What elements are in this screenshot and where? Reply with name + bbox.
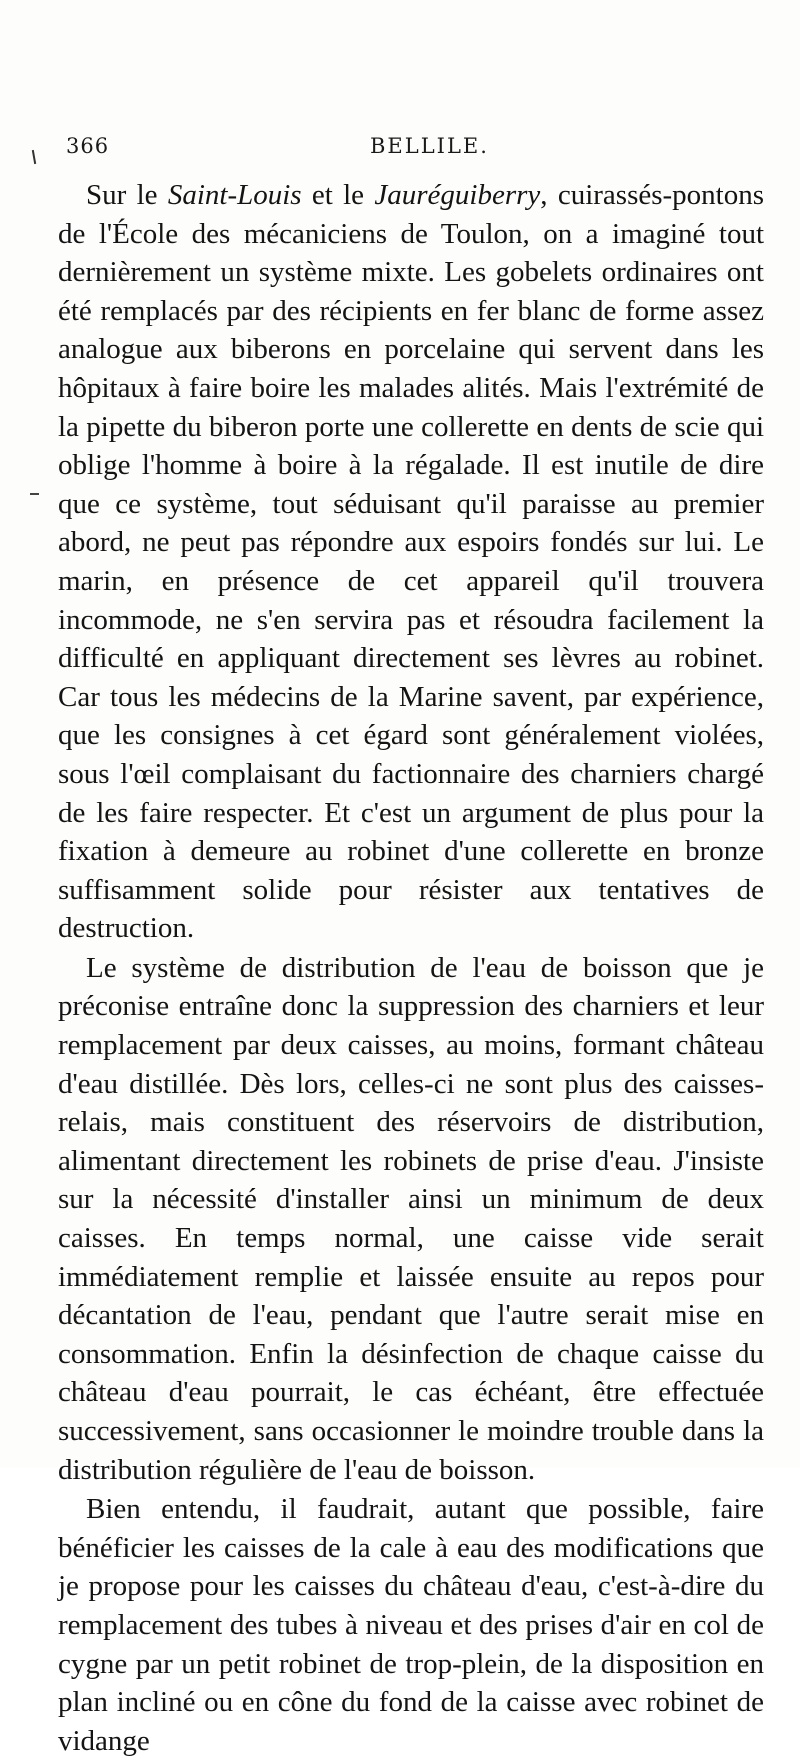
margin-dash (30, 493, 39, 495)
paragraph-3: Bien entendu, il faudrait, autant que possible, faire bénéficier les caisses de la cale à eau des modifications que je propose pour les caisses du château d'eau, c'est-à-dire du remplacement des tubes à niveau et des prises d'air en col de cygne par un petit robinet de trop-plein, de la disposition en plan incliné ou en cône du fond de la caisse avec robinet de vidange (58, 1493, 764, 1757)
paragraph-1-rest: , cuirassés-pontons de l'École des mécaniciens de Toulon, on a imaginé tout dernièrement un système mixte. Les gobelets ordinaires ont été remplacés par des récipients en fer blanc de forme assez analogue aux biberons en porcelaine qui servent dans les hôpitaux à faire boire les malades alités. Mais l'extrémité de la pipette du biberon porte une collerette en dents de scie qui oblige l'homme à boire à la régalade. Il est inutile de dire que ce système, tout séduisant qu'il paraisse au premier abord, ne peut pas répondre aux espoirs fondés sur lui. Le marin, en présence de cet appareil qu'il trouvera incommode, ne s'en servira pas et résoudra facilement la difficulté en appliquant directement ses lèvres au robinet. Car tous les médecins de la Marine savent, par expérience, que les consignes à cet égard sont généralement violées, sous l'œil complaisant du factionnaire des charniers chargé de les faire respecter. Et c'est un argument de plus pour la fixation à demeure au robinet d'une collerette en bronze suffisamment solide pour résister aux tentatives de destruction. (58, 179, 765, 945)
ship-name-jaureguiberry: Jauréguiberry (374, 179, 541, 211)
margin-mark (32, 150, 36, 164)
ship-name-saint-louis: Saint-Louis (167, 179, 302, 211)
paragraph-1-mid: et le (301, 179, 375, 211)
paragraph-1 (58, 176, 764, 948)
body-text (58, 176, 764, 1760)
page-header (58, 128, 770, 168)
paragraph-2: Le système de distribution de l'eau de boisson que je préconise entraîne donc la suppression des charniers et leur remplacement par deux caisses, au moins, formant château d'eau distillée. Dès lors, celles-ci ne sont plus des caisses-relais, mais constituent des réservoirs de distribution, alimentant directement les robinets de prise d'eau. J'insiste sur la nécessité d'installer ainsi un minimum de deux caisses. En temps normal, une caisse vide serait immédiatement remplie et laissée ensuite au repos pour décantation de l'eau, pendant que l'autre serait mise en consommation. Enfin la désinfection de chaque caisse du château d'eau pourrait, le cas échéant, être effectuée successivement, sans occasionner le moindre trouble dans la distribution régulière de l'eau de boisson. (58, 951, 764, 1486)
paragraph-1-lead: Sur le (86, 179, 168, 211)
running-head: BELLILE. (370, 134, 489, 158)
page-number: 366 (66, 134, 110, 158)
